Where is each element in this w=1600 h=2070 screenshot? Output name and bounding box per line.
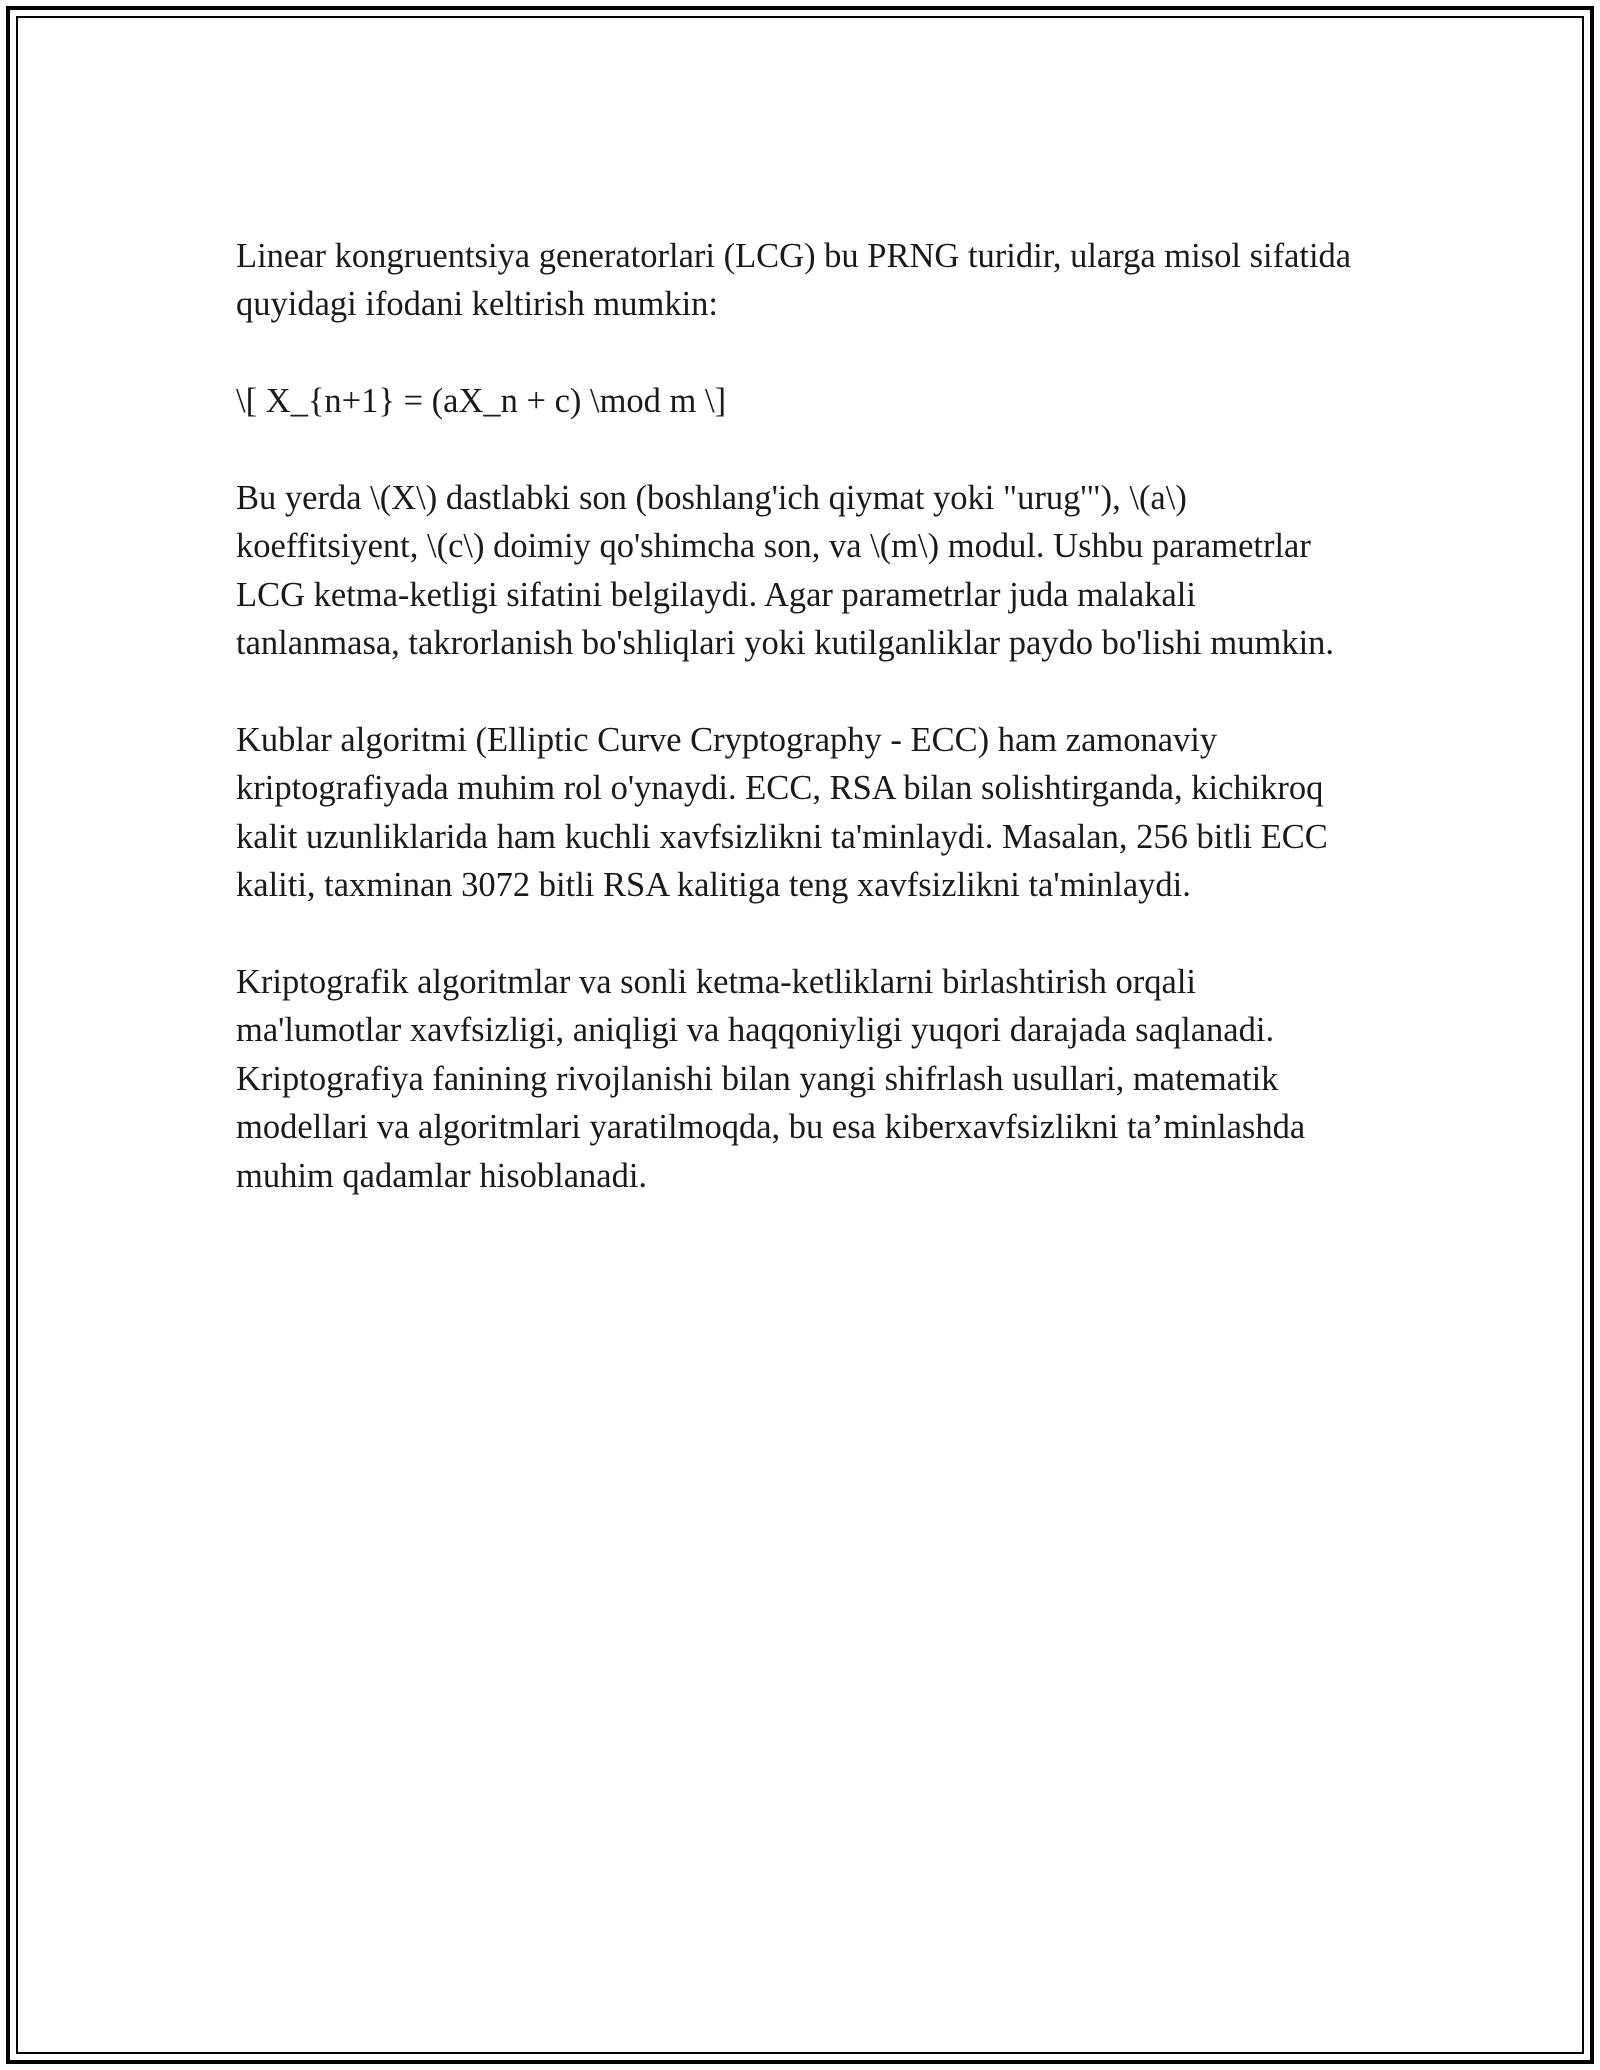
paragraph-lcg-parameters: Bu yerda \(X\) dastlabki son (boshlang'ich qiymat yoki "urug'"), \(a\) koeffitsiyent, \(c\) doimiy qo'shimcha son, va \(m\) modul. Ushbu parametrlar LCG ketma-ketligi sifatini belgilaydi. Agar parametrlar juda malakali tanlanmasa, takrorlanish bo'shliqlari yoki kutilganliklar paydo bo'lishi mumkin. (236, 479, 1335, 663)
document-body (236, 232, 1366, 1248)
paragraph-lcg-formula: \[ X_{n+1} = (aX_n + c) \mod m \] (236, 382, 727, 421)
paragraph-conclusion: Kriptografik algoritmlar va sonli ketma-ketliklarni birlashtirish orqali ma'lumotlar xavfsizligi, aniqligi va haqqoniyligi yuqori darajada saqlanadi. Kriptografiya fanining rivojlanishi bilan yangi shifrlash usullari, matematik modellari va algoritmlari yaratilmoqda, bu esa kiberxavfsizlikni ta’minlashda muhim qadamlar hisoblanadi. (236, 963, 1306, 1195)
paragraph-ecc: Kublar algoritmi (Elliptic Curve Cryptography - ECC) ham zamonaviy kriptografiyada muhim rol o'ynaydi. ECC, RSA bilan solishtirganda, kichikroq kalit uzunliklarida ham kuchli xavfsizlikni ta'minlaydi. Masalan, 256 bitli ECC kaliti, taxminan 3072 bitli RSA kalitiga teng xavfsizlikni ta'minlaydi. (236, 721, 1328, 905)
paragraph-lcg-intro: Linear kongruentsiya generatorlari (LCG) bu PRNG turidir, ularga misol sifatida quyidagi ifodani keltirish mumkin: (236, 237, 1352, 324)
